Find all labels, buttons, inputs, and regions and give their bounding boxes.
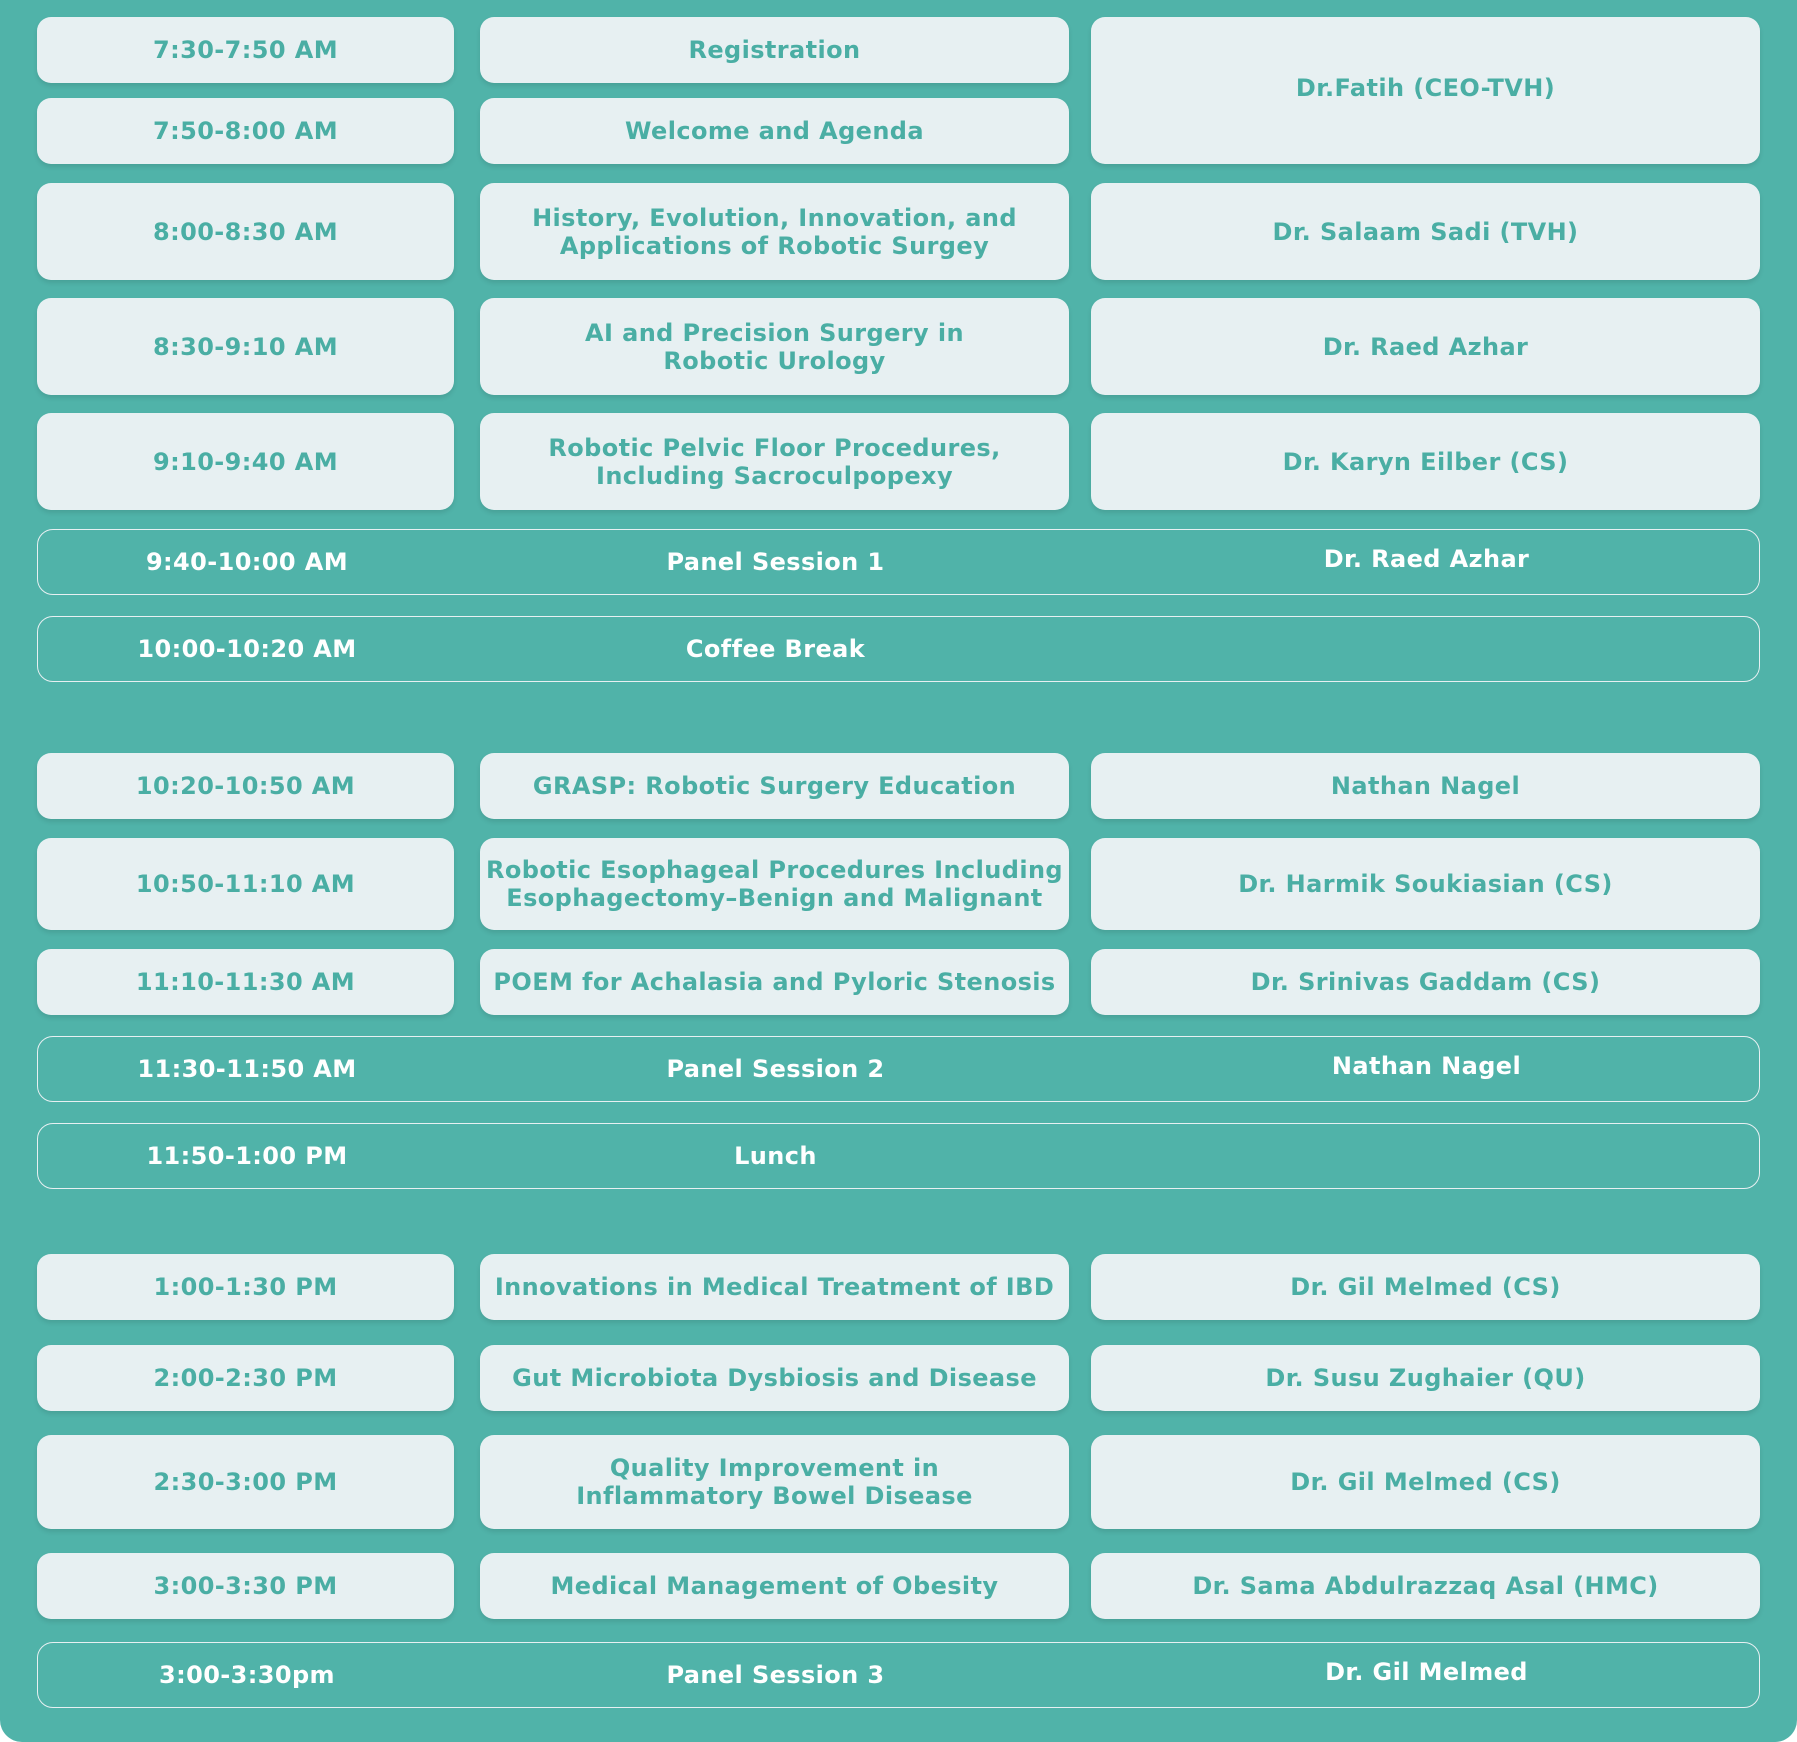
session-time: 7:50-8:00 AM bbox=[37, 98, 454, 164]
session-title: Welcome and Agenda bbox=[480, 98, 1069, 164]
session-speaker: Dr. Gil Melmed bbox=[1325, 1658, 1528, 1686]
session-speaker: Dr. Raed Azhar bbox=[1091, 298, 1760, 395]
session-title: Gut Microbiota Dysbiosis and Disease bbox=[480, 1345, 1069, 1411]
session-speaker: Dr. Gil Melmed (CS) bbox=[1091, 1254, 1760, 1320]
session-time: 3:00-3:30pm bbox=[159, 1661, 335, 1689]
session-speaker: Dr. Susu Zughaier (QU) bbox=[1091, 1345, 1760, 1411]
session-title: AI and Precision Surgery in Robotic Urology bbox=[480, 298, 1069, 395]
session-speaker: Dr.Fatih (CEO-TVH) bbox=[1091, 17, 1760, 164]
session-title: POEM for Achalasia and Pyloric Stenosis bbox=[480, 949, 1069, 1015]
session-time: 2:30-3:00 PM bbox=[37, 1435, 454, 1529]
session-speaker: Dr. Sama Abdulrazzaq Asal (HMC) bbox=[1091, 1553, 1760, 1619]
session-title: Robotic Pelvic Floor Procedures, Including Sacroculpopexy bbox=[480, 413, 1069, 510]
session-title: Coffee Break bbox=[685, 635, 866, 663]
session-time: 9:10-9:40 AM bbox=[37, 413, 454, 510]
session-time: 9:40-10:00 AM bbox=[145, 548, 349, 576]
panel-session-banner bbox=[37, 1036, 1760, 1102]
session-title: Quality Improvement in Inflammatory Bowel Disease bbox=[480, 1435, 1069, 1529]
session-title: Medical Management of Obesity bbox=[480, 1553, 1069, 1619]
session-time: 8:30-9:10 AM bbox=[37, 298, 454, 395]
session-speaker: Dr. Gil Melmed (CS) bbox=[1091, 1435, 1760, 1529]
session-speaker: Dr. Salaam Sadi (TVH) bbox=[1091, 183, 1760, 280]
session-title: Lunch bbox=[734, 1142, 817, 1170]
session-speaker: Nathan Nagel bbox=[1331, 1052, 1522, 1080]
session-time: 10:20-10:50 AM bbox=[37, 753, 454, 819]
session-title: Registration bbox=[480, 17, 1069, 83]
break-banner bbox=[37, 616, 1760, 682]
session-time: 11:50-1:00 PM bbox=[146, 1142, 348, 1170]
session-speaker: Dr. Raed Azhar bbox=[1323, 545, 1530, 573]
session-time: 11:10-11:30 AM bbox=[37, 949, 454, 1015]
session-title: History, Evolution, Innovation, and Applications of Robotic Surgey bbox=[480, 183, 1069, 280]
session-title: Panel Session 1 bbox=[666, 548, 885, 576]
session-time: 1:00-1:30 PM bbox=[37, 1254, 454, 1320]
session-title: Robotic Esophageal Procedures Including Esophagectomy–Benign and Malignant bbox=[480, 838, 1069, 930]
panel-session-banner bbox=[37, 1642, 1760, 1708]
session-speaker: Dr. Srinivas Gaddam (CS) bbox=[1091, 949, 1760, 1015]
session-title: Panel Session 3 bbox=[666, 1661, 885, 1689]
session-time: 11:30-11:50 AM bbox=[137, 1055, 357, 1083]
session-time: 10:50-11:10 AM bbox=[37, 838, 454, 930]
break-banner bbox=[37, 1123, 1760, 1189]
session-time: 10:00-10:20 AM bbox=[137, 635, 357, 663]
session-time: 7:30-7:50 AM bbox=[37, 17, 454, 83]
session-time: 3:00-3:30 PM bbox=[37, 1553, 454, 1619]
panel-session-banner bbox=[37, 529, 1760, 595]
session-speaker: Dr. Karyn Eilber (CS) bbox=[1091, 413, 1760, 510]
session-time: 2:00-2:30 PM bbox=[37, 1345, 454, 1411]
session-title: GRASP: Robotic Surgery Education bbox=[480, 753, 1069, 819]
session-time: 8:00-8:30 AM bbox=[37, 183, 454, 280]
session-title: Panel Session 2 bbox=[666, 1055, 885, 1083]
session-speaker: Dr. Harmik Soukiasian (CS) bbox=[1091, 838, 1760, 930]
session-title: Innovations in Medical Treatment of IBD bbox=[480, 1254, 1069, 1320]
session-speaker: Nathan Nagel bbox=[1091, 753, 1760, 819]
